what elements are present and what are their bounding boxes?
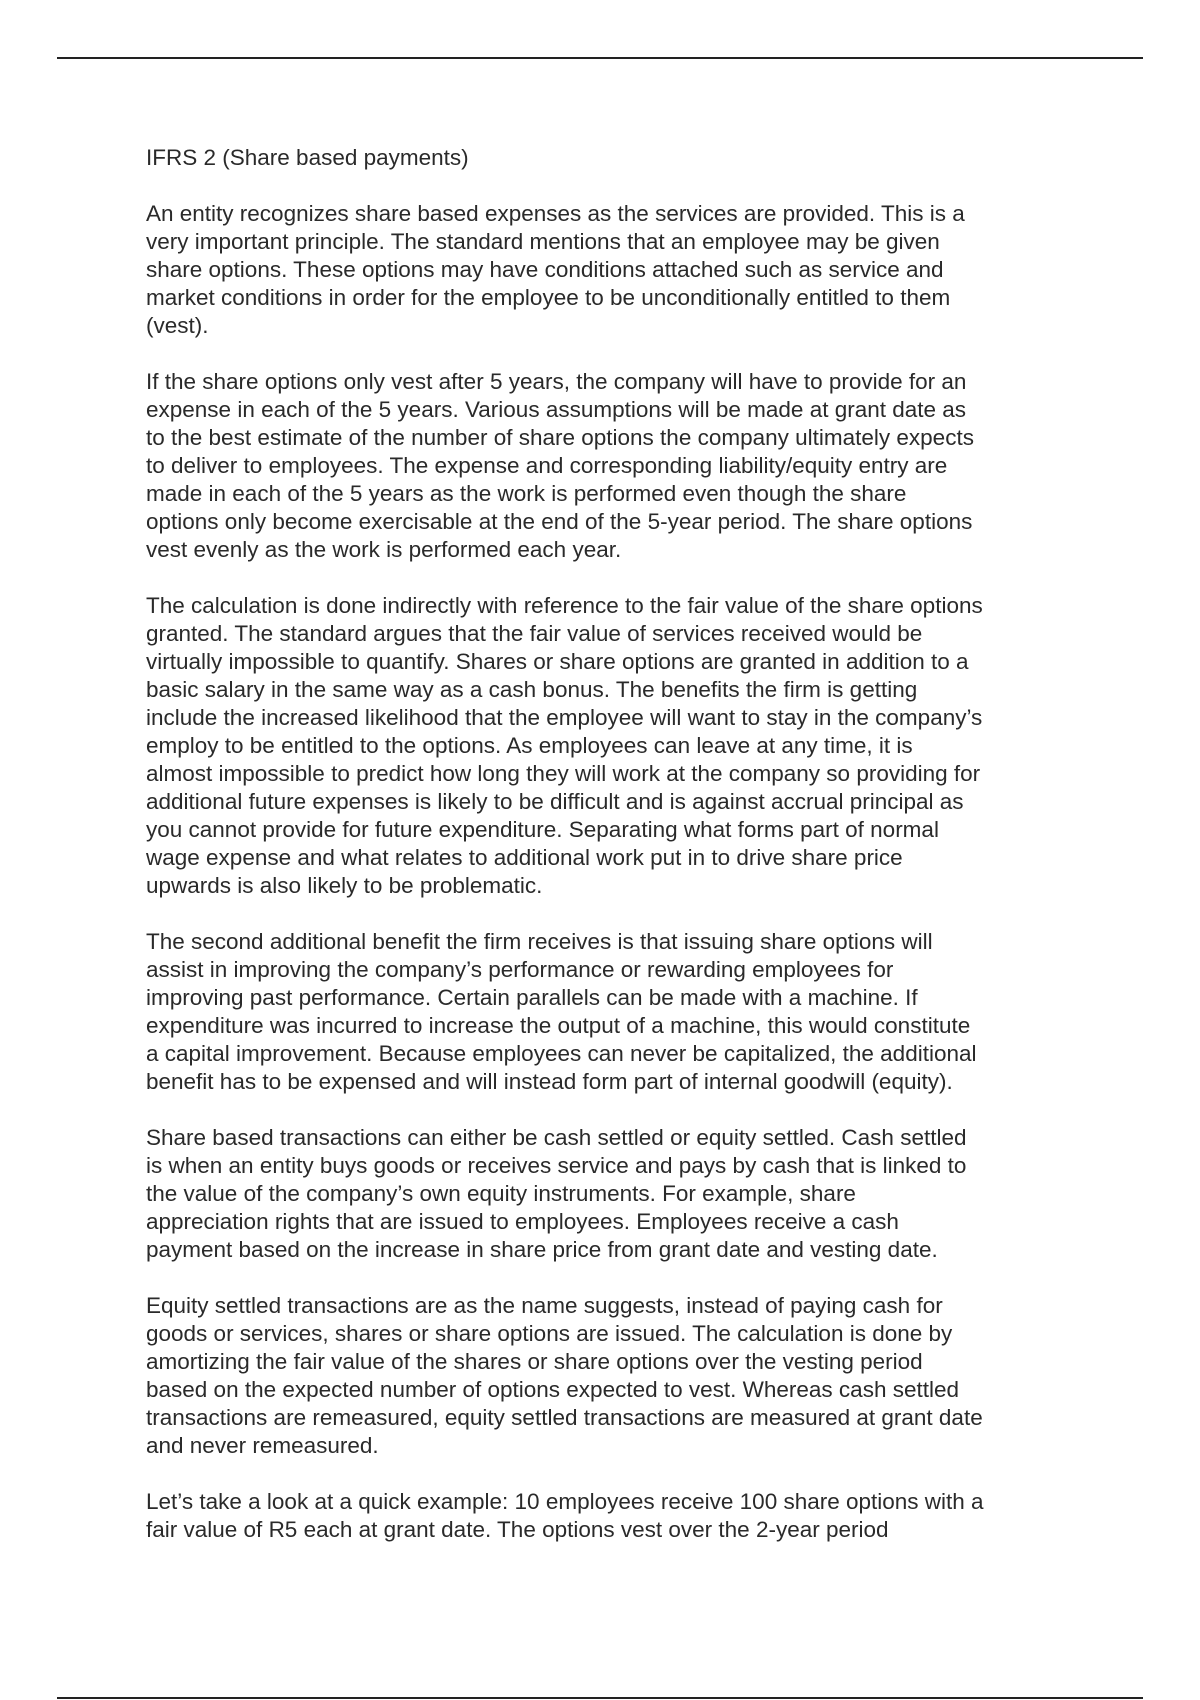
document-title: IFRS 2 (Share based payments)	[146, 145, 469, 170]
text-line: appreciation rights that are issued to employees. Employees receive a cash	[146, 1209, 899, 1234]
text-line: The calculation is done indirectly with reference to the fair value of the share options	[146, 593, 983, 618]
text-line: An entity recognizes share based expenses as the services are provided. This is a	[146, 201, 965, 226]
paragraph-calculation	[146, 592, 1066, 900]
text-line: fair value of R5 each at grant date. The options vest over the 2-year period	[146, 1517, 889, 1542]
text-line: include the increased likelihood that the employee will want to stay in the company’s	[146, 705, 983, 730]
text-line: transactions are remeasured, equity settled transactions are measured at grant date	[146, 1405, 983, 1430]
text-line: options only become exercisable at the end of the 5-year period. The share options	[146, 509, 973, 534]
paragraph-equity-settled	[146, 1292, 1066, 1460]
text-line: you cannot provide for future expenditure. Separating what forms part of normal	[146, 817, 939, 842]
text-line: amortizing the fair value of the shares or share options over the vesting period	[146, 1349, 923, 1374]
text-line: made in each of the 5 years as the work is performed even though the share	[146, 481, 907, 506]
text-line: share options. These options may have conditions attached such as service and	[146, 257, 944, 282]
text-line: based on the expected number of options expected to vest. Whereas cash settled	[146, 1377, 959, 1402]
paragraph-second-benefit	[146, 928, 1066, 1096]
text-line: Equity settled transactions are as the name suggests, instead of paying cash for	[146, 1293, 943, 1318]
document-body	[146, 144, 1066, 1572]
text-line: improving past performance. Certain parallels can be made with a machine. If	[146, 985, 918, 1010]
text-line: the value of the company’s own equity instruments. For example, share	[146, 1181, 856, 1206]
text-line: upwards is also likely to be problematic.	[146, 873, 543, 898]
paragraph-recognition	[146, 200, 1066, 340]
header-rule	[57, 57, 1143, 59]
text-line: market conditions in order for the employee to be unconditionally entitled to them	[146, 285, 951, 310]
text-line: very important principle. The standard mentions that an employee may be given	[146, 229, 940, 254]
text-line: expense in each of the 5 years. Various assumptions will be made at grant date as	[146, 397, 967, 422]
text-line: benefit has to be expensed and will instead form part of internal goodwill (equity).	[146, 1069, 953, 1094]
text-line: to deliver to employees. The expense and corresponding liability/equity entry are	[146, 453, 948, 478]
text-line: vest evenly as the work is performed each year.	[146, 537, 622, 562]
paragraph-cash-settled	[146, 1124, 1066, 1264]
text-line: (vest).	[146, 313, 209, 338]
text-line: basic salary in the same way as a cash bonus. The benefits the firm is getting	[146, 677, 918, 702]
text-line: almost impossible to predict how long they will work at the company so providing for	[146, 761, 981, 786]
text-line: payment based on the increase in share price from grant date and vesting date.	[146, 1237, 938, 1262]
text-line: wage expense and what relates to additional work put in to drive share price	[146, 845, 903, 870]
text-line: virtually impossible to quantify. Shares or share options are granted in addition to a	[146, 649, 969, 674]
text-line: Let’s take a look at a quick example: 10 employees receive 100 share options with a	[146, 1489, 984, 1514]
text-line: to the best estimate of the number of share options the company ultimately expects	[146, 425, 974, 450]
paragraph-example	[146, 1488, 1066, 1544]
text-line: If the share options only vest after 5 years, the company will have to provide for an	[146, 369, 967, 394]
text-line: and never remeasured.	[146, 1433, 379, 1458]
text-line: employ to be entitled to the options. As employees can leave at any time, it is	[146, 733, 913, 758]
footer-rule	[57, 1697, 1143, 1699]
paragraph-vesting	[146, 368, 1066, 564]
text-line: is when an entity buys goods or receives service and pays by cash that is linked to	[146, 1153, 967, 1178]
text-line: granted. The standard argues that the fair value of services received would be	[146, 621, 923, 646]
text-line: The second additional benefit the firm receives is that issuing share options will	[146, 929, 933, 954]
text-line: additional future expenses is likely to be difficult and is against accrual principal as	[146, 789, 964, 814]
text-line: Share based transactions can either be cash settled or equity settled. Cash settled	[146, 1125, 967, 1150]
text-line: assist in improving the company’s performance or rewarding employees for	[146, 957, 894, 982]
text-line: expenditure was incurred to increase the output of a machine, this would constitute	[146, 1013, 971, 1038]
text-line: a capital improvement. Because employees can never be capitalized, the additional	[146, 1041, 977, 1066]
text-line: goods or services, shares or share options are issued. The calculation is done by	[146, 1321, 953, 1346]
